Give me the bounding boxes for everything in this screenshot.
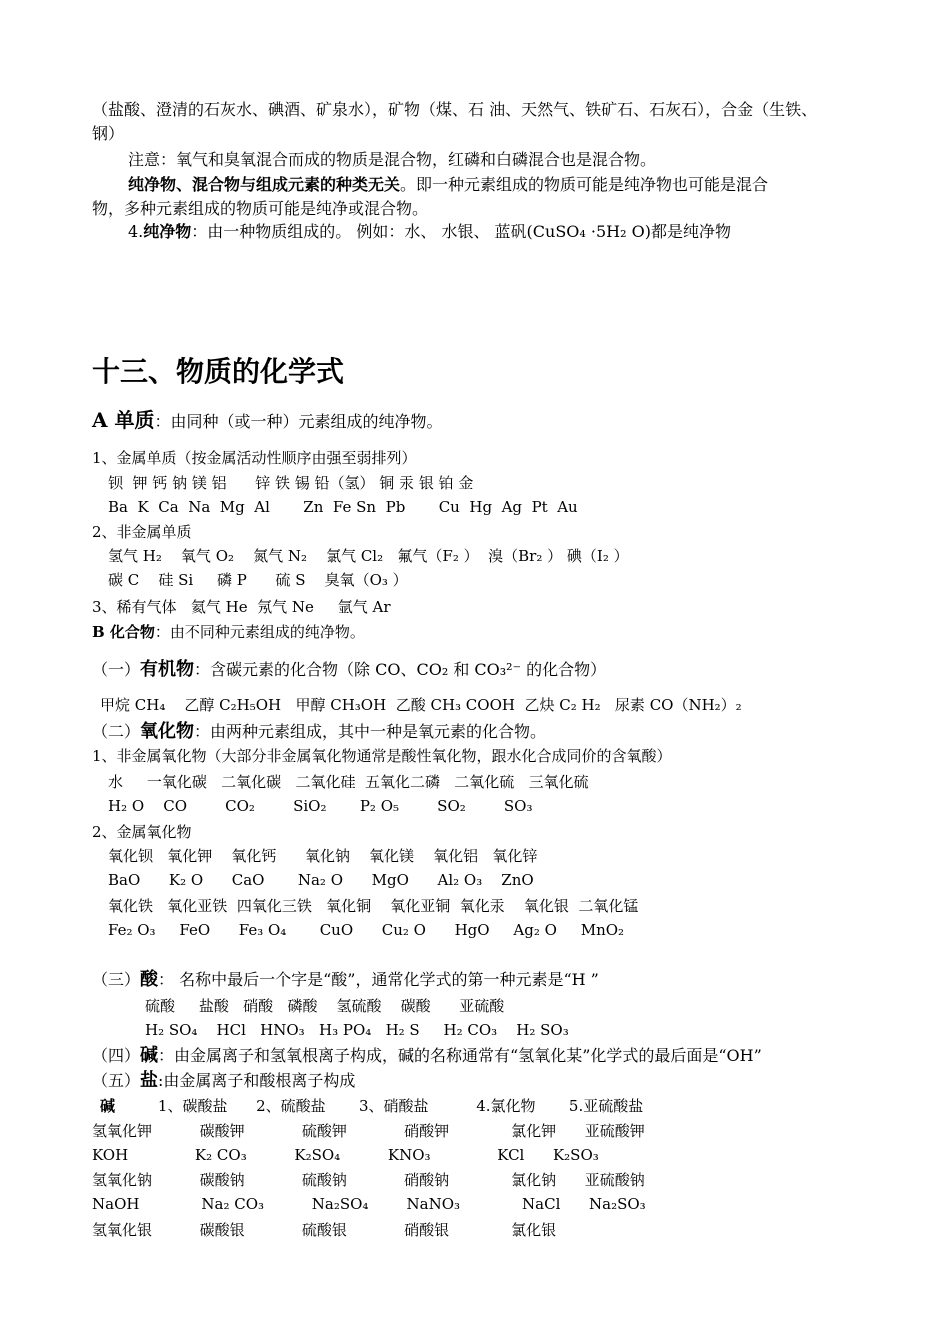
table-header xyxy=(100,1096,643,1116)
table-row: KOH K₂ CO₃ K₂SO₄ KNO₃ KCl K₂SO₃ xyxy=(92,1146,599,1164)
elemental-heading-rest: ：由同种（或一种）元素组成的纯净物。 xyxy=(154,412,443,431)
acid-formulas: H₂ SO₄ HCl HNO₃ H₃ PO₄ H₂ S H₂ CO₃ H₂ SO₃ xyxy=(145,1021,569,1039)
nonmetal-line-1: 氢气 H₂ 氧气 O₂ 氮气 N₂ 氯气 Cl₂ 氟气（F₂ ） 溴（Br₂ ） 碘（I₂ ） xyxy=(108,547,629,565)
organic-heading xyxy=(92,660,606,680)
base-bold: 碱 xyxy=(140,1045,159,1066)
oxide-prefix: （二） xyxy=(92,722,141,741)
organic-list: 甲烷 CH₄ 乙醇 C₂H₅OH 甲醇 CH₃OH 乙酸 CH₃ COOH 乙炔 C₂ H₂ 尿素 CO（NH₂）₂ xyxy=(100,696,742,714)
nonmetal-oxide-title: 1、非金属氧化物（大部分非金属氧化物通常是酸性氧化物，跟水化合成同价的含氧酸） xyxy=(92,747,672,765)
table-row: 氢氧化钠 碳酸钠 硫酸钠 硝酸钠 氯化钠 亚硫酸钠 xyxy=(92,1171,645,1189)
oxide-rest: ：由两种元素组成，其中一种是氧元素的化合物。 xyxy=(194,722,547,741)
section-title: 十三、物质的化学式 xyxy=(92,355,345,388)
metal-names: 钡 钾 钙 钠 镁 铝 锌 铁 锡 铅（氢） 铜 汞 银 铂 金 xyxy=(108,474,474,492)
pure-rest: ：由一种物质组成的。 例如：水、 水银、 蓝矾(CuSO₄ ·5H₂ O)都是纯净物 xyxy=(191,222,731,241)
metal-oxide-names-2: 氧化铁 氧化亚铁 四氧化三铁 氧化铜 氧化亚铜 氧化汞 氧化银 二氧化锰 xyxy=(108,897,639,915)
acid-rest: ： 名称中最后一个字是“酸”，通常化学式的第一种元素是“H ” xyxy=(158,970,599,989)
metal-oxide-title: 2、金属氧化物 xyxy=(92,823,192,841)
salt-heading xyxy=(92,1071,355,1091)
table-row: NaOH Na₂ CO₃ Na₂SO₄ NaNO₃ NaCl Na₂SO₃ xyxy=(92,1195,646,1213)
intro-paragraph-line-2: 物，多种元素组成的物质可能是纯净或混合物。 xyxy=(92,199,429,218)
intro-line-2: 钢） xyxy=(92,124,125,143)
intro-note: 注意：氧气和臭氧混合而成的物质是混合物，红磷和白磷混合也是混合物。 xyxy=(128,150,657,169)
acid-prefix: （三） xyxy=(92,970,141,989)
acid-heading xyxy=(92,970,599,990)
elemental-heading xyxy=(92,410,443,432)
oxide-heading xyxy=(92,722,546,742)
nonmetal-oxide-names: 水 一氧化碳 二氧化碳 二氧化硅 五氧化二磷 二氧化硫 三氧化硫 xyxy=(108,773,589,791)
metal-oxide-formulas-1: BaO K₂ O CaO Na₂ O MgO Al₂ O₃ ZnO xyxy=(108,871,534,889)
table-header-rest: 1、碳酸盐 2、硫酸盐 3、硝酸盐 4.氯化物 5.亚硫酸盐 xyxy=(115,1097,644,1115)
nonmetal-title: 2、非金属单质 xyxy=(92,523,192,541)
nonmetal-line-2: 碳 C 硅 Si 磷 P 硫 S 臭氧（O₃ ） xyxy=(108,571,408,589)
pure-number: 4. xyxy=(128,222,144,241)
acid-names: 硫酸 盐酸 硝酸 磷酸 氢硫酸 碳酸 亚硫酸 xyxy=(145,997,505,1015)
metal-oxide-names-1: 氧化钡 氧化钾 氧化钙 氧化钠 氧化镁 氧化铝 氧化锌 xyxy=(108,847,538,865)
table-row: 氢氧化银 碳酸银 硫酸银 硝酸银 氯化银 xyxy=(92,1221,557,1239)
organic-bold: 有机物 xyxy=(140,659,195,680)
compound-heading-rest: ：由不同种元素组成的纯净物。 xyxy=(154,623,365,641)
base-rest: ：由金属离子和氢氧根离子构成，碱的名称通常有“氢氧化某”化学式的最后面是“OH” xyxy=(158,1046,762,1065)
salt-rest: :由金属离子和酸根离子构成 xyxy=(158,1071,356,1090)
organic-prefix: （一） xyxy=(92,660,141,679)
table-row: 氢氧化钾 碳酸钾 硫酸钾 硝酸钾 氯化钾 亚硫酸钾 xyxy=(92,1122,645,1140)
base-heading xyxy=(92,1046,762,1066)
metal-symbols: Ba K Ca Na Mg Al Zn Fe Sn Pb Cu Hg Ag Pt Au xyxy=(108,498,578,516)
metal-oxide-formulas-2: Fe₂ O₃ FeO Fe₃ O₄ CuO Cu₂ O HgO Ag₂ O MnO₂ xyxy=(108,921,625,939)
intro-paragraph xyxy=(128,175,768,195)
organic-rest: ：含碳元素的化合物（除 CO、CO₂ 和 CO₃²⁻ 的化合物） xyxy=(194,660,607,679)
metal-title: 1、金属单质（按金属活动性顺序由强至弱排列） xyxy=(92,449,417,467)
salt-bold: 盐 xyxy=(140,1070,159,1091)
base-prefix: （四） xyxy=(92,1046,141,1065)
salt-prefix: （五） xyxy=(92,1071,141,1090)
intro-line-1: （盐酸、澄清的石灰水、碘酒、矿泉水），矿物（煤、石 油、天然气、铁矿石、石灰石），合金（生铁、 xyxy=(92,100,818,119)
intro-paragraph-bold: 纯净物、混合物与组成元素的种类无关 xyxy=(128,175,401,194)
pure-bold: 纯净物 xyxy=(143,222,192,241)
nonmetal-oxide-formulas: H₂ O CO CO₂ SiO₂ P₂ O₅ SO₂ SO₃ xyxy=(108,797,533,815)
elemental-heading-bold: A 单质 xyxy=(92,408,155,432)
table-header-bold: 碱 xyxy=(100,1097,116,1115)
acid-bold: 酸 xyxy=(140,969,159,990)
compound-heading xyxy=(92,622,365,642)
pure-substance-line xyxy=(128,222,731,242)
oxide-bold: 氧化物 xyxy=(140,721,195,742)
noble-gas-line: 3、稀有气体 氦气 He 氖气 Ne 氩气 Ar xyxy=(92,598,391,616)
compound-heading-bold: B 化合物 xyxy=(92,623,155,641)
intro-paragraph-rest: 。即一种元素组成的物质可能是纯净物也可能是混合 xyxy=(400,175,769,194)
